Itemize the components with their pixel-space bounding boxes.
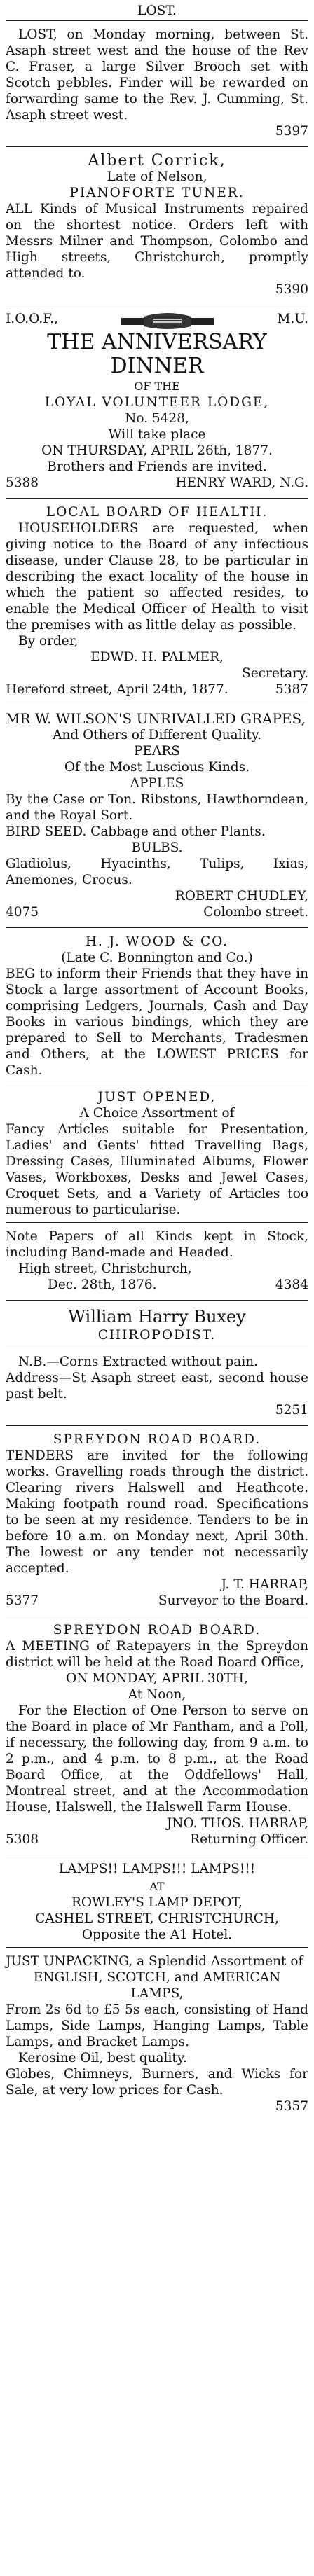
- spreydon1-signer: J. T. HARRAP,: [221, 1577, 308, 1592]
- lost-heading: LOST.: [137, 4, 177, 18]
- corrick-ad: [6, 153, 308, 300]
- apples-heading: APPLES: [130, 776, 184, 791]
- wilson-footer: [6, 904, 308, 920]
- divider: [6, 927, 308, 928]
- spreydon-tender-ad: [6, 1432, 308, 1612]
- wood-title: H. J. WOOD & CO.: [85, 934, 229, 949]
- handshake-icon: [118, 311, 217, 331]
- birdseed-line: BIRD SEED. Cabbage and other Plants.: [6, 824, 266, 839]
- divider: [6, 498, 308, 499]
- ad-number: 5388: [6, 476, 39, 490]
- wilson-title: MR W. WILSON'S UNRIVALLED GRAPES,: [6, 710, 306, 727]
- ioof-line3: LOYAL VOLUNTEER LODGE,: [44, 395, 270, 410]
- lamps-at: AT: [149, 1880, 165, 1893]
- wood-sub2: A Choice Assortment of: [79, 1106, 235, 1121]
- ioof-left: I.O.O.F.,: [6, 312, 58, 326]
- ad-number: 4384: [275, 1277, 308, 1292]
- health-ad: [6, 504, 308, 700]
- spreydon1-heading: SPREYDON ROAD BOARD.: [53, 1432, 261, 1447]
- buxey-name: William Harry Buxey: [68, 1307, 246, 1327]
- pears-sub: Of the Most Luscious Kinds.: [64, 760, 250, 775]
- ioof-ad: [6, 311, 308, 494]
- wood-heading2: JUST OPENED,: [97, 1090, 217, 1105]
- wood-date: Dec. 28th, 1876.: [48, 1277, 157, 1292]
- wilson-ad: [6, 711, 308, 923]
- wood-body3: Note Papers of all Kinds kept in Stock, including Band-made and Headed.: [6, 1229, 308, 1260]
- lost-ad: [6, 3, 308, 142]
- ioof-header: [6, 311, 308, 331]
- pears-heading: PEARS: [134, 744, 180, 759]
- lamps-types: ENGLISH, SCOTCH, and AMERICAN LAMPS,: [33, 1970, 281, 2001]
- buxey-ad: [6, 1306, 308, 1421]
- lamps-opposite: Opposite the A1 Hotel.: [81, 1927, 233, 1942]
- wood-body2: Fancy Articles suitable for Presentation, Ladies' and Gents' fitted Travelling Bags, Dressing Cases, Illuminated Albums, Flower Vases, Workboxes, Desks and Jewel Cases, Croquet Sets, and a Variety of Articles too numerous to particularise.: [6, 1122, 308, 1217]
- ad-number: 5251: [275, 1403, 308, 1418]
- spreydon1-footer: [6, 1593, 308, 1609]
- ioof-line2: OF THE: [134, 380, 180, 393]
- spreydon1-body: TENDERS are invited for the following works. Gravelling roads through the district. Clearing rivers Halswell and Heathcote. Making footpath round road. Specifications to be seen at my residence. Tenders to be in before 10 a.m. on Monday next, April 30th. The lowest or any tender not necessarily accepted.: [6, 1448, 308, 1576]
- ad-number: 5377: [6, 1593, 39, 1608]
- buxey-body1: N.B.—Corns Extracted without pain.: [18, 1355, 259, 1369]
- divider: [6, 146, 308, 147]
- ioof-footer: [6, 475, 308, 491]
- apples-body: By the Case or Ton. Ribstons, Hawthorndean, and the Royal Sort.: [6, 792, 308, 823]
- lamps-body: JUST UNPACKING, a Splendid Assortment of: [6, 1954, 303, 1969]
- lamps-title: LAMPS!! LAMPS!!! LAMPS!!!: [58, 1862, 256, 1876]
- wood-footer: [6, 1277, 308, 1293]
- lost-body: LOST, on Monday morning, between St. Asaph street west and the house of the Rev C. Fraser, a large Silver Brooch set with Scotch pebbles. Finder will be rewarded on forwarding same to the Rev. J. Cumming, St. Asaph street west.: [6, 27, 308, 123]
- wood-ad: [6, 934, 308, 1296]
- wilson-subtitle: And Others of Different Quality.: [53, 728, 261, 742]
- bulbs-body: Gladiolus, Hyacinths, Tulips, Ixias, Anemones, Crocus.: [6, 857, 308, 887]
- spreydon2-signer: JNO. THOS. HARRAP,: [166, 1816, 308, 1831]
- health-footer: [6, 681, 308, 698]
- ioof-right: M.U.: [277, 312, 308, 326]
- spreydon1-role: Surveyor to the Board.: [158, 1593, 308, 1608]
- wilson-address: Colombo street.: [203, 905, 308, 920]
- health-heading: LOCAL BOARD OF HEALTH.: [46, 505, 268, 520]
- buxey-body2: Address—St Asaph street east, second house past belt.: [6, 1371, 308, 1401]
- spreydon2-date: ON MONDAY, APRIL 30TH,: [66, 1671, 248, 1686]
- health-date: Hereford street, April 24th, 1877.: [6, 682, 228, 697]
- ad-number: 5387: [275, 682, 308, 697]
- health-role: Secretary.: [242, 666, 308, 681]
- spreydon2-time: At Noon,: [128, 1687, 186, 1702]
- corrick-late-of: Late of Nelson,: [107, 169, 207, 184]
- lamps-body3: Kerosine Oil, best quality.: [18, 2051, 187, 2065]
- lamps-depot: ROWLEY'S LAMP DEPOT,: [71, 1895, 243, 1910]
- wood-body: BEG to inform their Friends that they have in Stock a large assortment of Account Books, comprising Ledgers, Journals, Cash and Day Books in various bindings, which they are prepared to Sell to Merchants, Tradesmen and Others, at the LOWEST PRICES for Cash.: [6, 967, 308, 1078]
- ioof-line6: ON THURSDAY, APRIL 26th, 1877.: [41, 443, 273, 458]
- divider: [6, 1947, 308, 1948]
- wood-subtitle: (Late C. Bonnington and Co.): [61, 950, 253, 965]
- ioof-line1: THE ANNIVERSARY DINNER: [47, 330, 267, 378]
- ad-number: 4075: [6, 905, 39, 920]
- buxey-title: CHIROPODIST.: [97, 1328, 217, 1343]
- ioof-line4: No. 5428,: [125, 411, 189, 426]
- ad-number: 5308: [6, 1832, 39, 1847]
- bulbs-heading: BULBS.: [131, 840, 183, 855]
- health-signer: EDWD. H. PALMER,: [90, 650, 224, 665]
- spreydon2-heading: SPREYDON ROAD BOARD.: [53, 1623, 261, 1637]
- ad-number: 5397: [275, 124, 308, 139]
- divider: [6, 1425, 308, 1426]
- corrick-body: ALL Kinds of Musical Instruments repaired on the shortest notice. Orders left with Messrs Milner and Thompson, Colombo and High streets, Christchurch, promptly attended to.: [6, 202, 308, 281]
- spreydon-meeting-ad: [6, 1622, 308, 1850]
- spreydon2-role: Returning Officer.: [190, 1832, 308, 1847]
- spreydon2-footer: [6, 1831, 308, 1848]
- divider: [6, 1222, 308, 1223]
- lamps-street: CASHEL STREET, CHRISTCHURCH,: [35, 1911, 279, 1926]
- lamps-body4: Globes, Chimneys, Burners, and Wicks for Sale, at very low prices for Cash.: [6, 2067, 308, 2098]
- wilson-signer: ROBERT CHUDLEY,: [175, 889, 308, 903]
- spreydon2-body: A MEETING of Ratepayers in the Spreydon district will be held at the Road Board Office,: [6, 1639, 308, 1670]
- ioof-signer: HENRY WARD, N.G.: [175, 476, 308, 490]
- wood-address: High street, Christchurch,: [18, 1261, 192, 1276]
- ad-number: 5390: [275, 282, 308, 297]
- divider: [6, 1300, 308, 1301]
- corrick-name: Albert Corrick,: [88, 152, 226, 169]
- ad-number: 5357: [275, 2099, 308, 2114]
- lamps-ad: [6, 1861, 308, 2117]
- corrick-title: PIANOFORTE TUNER.: [69, 186, 245, 200]
- health-by-order: By order,: [18, 634, 78, 649]
- divider: [6, 20, 308, 21]
- ioof-line5: Will take place: [108, 427, 206, 442]
- health-body: HOUSEHOLDERS are requested, when giving notice to the Board of any infectious disease, under Clause 28, to be particular in describing the exact locality of the house in which the patient so affected resides, to enable the Medical Officer of Health to visit the premises with as little delay as possible.: [6, 521, 308, 632]
- ioof-line7: Brothers and Friends are invited.: [47, 459, 267, 474]
- spreydon2-body2: For the Election of One Person to serve on the Board in place of Mr Fantham, and a Poll, if necessary, the following day, from 9 a.m. to 2 p.m., and 4 p.m. to 8 p.m., at the Road Board Office, at the Oddfellows' Hall, Montreal street, and at the Accommodation House, Halswell, the Halswell Farm House.: [6, 1703, 308, 1815]
- lamps-body2: From 2s 6d to £5 5s each, consisting of Hand Lamps, Side Lamps, Hanging Lamps, Table Lamps, and Bracket Lamps.: [6, 2002, 308, 2049]
